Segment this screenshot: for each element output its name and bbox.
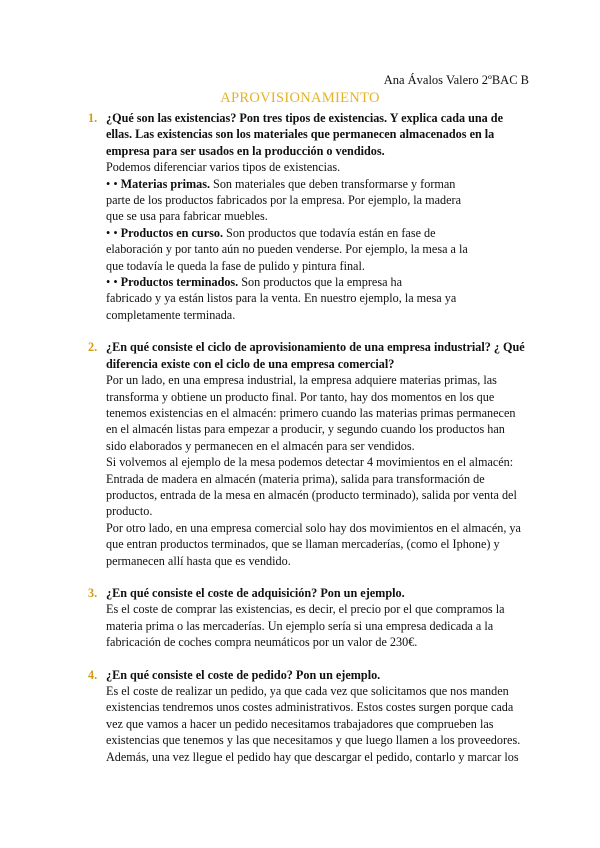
bullet-text: Son productos que todavía están en fase de — [223, 225, 436, 240]
bullet-line: fabricado y ya están listos para la venta. En nuestro ejemplo, la mesa ya — [106, 291, 457, 306]
answer-line: en el almacén listas para empezar a producir, y segundo cuando los productos han — [106, 422, 505, 437]
bullet-term: Productos en curso. — [120, 225, 223, 240]
question-number: 3. — [88, 585, 98, 600]
answer-body — [106, 601, 530, 650]
question-title-line: empresa para ser usados en la producción o vendidos. — [106, 143, 385, 158]
bullet-term: Materias primas. — [120, 176, 210, 191]
question-4 — [80, 667, 530, 765]
answer-line: fabricación de coches compra neumáticos por un valor de 230€. — [106, 635, 418, 650]
question-title — [106, 339, 530, 372]
bullet-marker: • • — [106, 176, 121, 191]
answer-line: existencias tendremos unos costes administrativos. Estos costes surgen porque cada — [106, 700, 514, 715]
question-title-line: diferencia existe con el ciclo de una empresa comercial? — [106, 356, 395, 371]
question-title-line: ¿En qué consiste el coste de adquisición? Pon un ejemplo. — [106, 585, 405, 600]
bullet-first-line — [106, 225, 530, 241]
document-content — [80, 110, 530, 765]
question-3 — [80, 585, 530, 651]
question-title — [106, 667, 530, 683]
question-number: 1. — [88, 111, 98, 125]
bullet-line: que todavía le queda la fase de pulido y pintura final. — [106, 258, 365, 273]
answer-body — [106, 683, 530, 765]
question-1 — [80, 110, 530, 323]
question-title — [106, 110, 530, 159]
bullet-item — [106, 225, 530, 274]
bullet-text: Son materiales que deben transformarse y forman — [210, 176, 456, 191]
answer-body — [106, 372, 530, 569]
answer-line: que entran productos terminados, que se llaman mercaderías, (como el Iphone) y — [106, 537, 500, 552]
bullet-line: elaboración y por tanto aún no pueden venderse. Por ejemplo, la mesa a la — [106, 242, 468, 257]
question-number: 4. — [88, 667, 98, 682]
question-title-line: ¿Qué son las existencias? Pon tres tipos de existencias. Y explica cada una de — [106, 111, 503, 125]
question-title — [106, 585, 530, 601]
bullet-line: que se usa para fabricar muebles. — [106, 209, 268, 224]
answer-line: transforma y obtiene un producto final. Por tanto, hay dos momentos en los que — [106, 389, 495, 404]
answer-intro: Podemos diferenciar varios tipos de existencias. — [106, 160, 341, 175]
answer-line: Si volvemos al ejemplo de la mesa podemos detectar 4 movimientos en el almacén: — [106, 455, 514, 470]
answer-line: productos, entrada de la mesa en almacén (producto terminado), salida por venta del — [106, 487, 517, 502]
question-title-line: ellas. Las existencias son los materiales que permanecen almacenados en la — [106, 127, 495, 142]
answer-line: Entrada de madera en almacén (materia prima), salida para transformación de — [106, 471, 485, 486]
bullet-item — [106, 176, 530, 225]
bullet-item — [106, 274, 530, 323]
bullet-marker: • • — [106, 225, 121, 240]
answer-line: Por otro lado, en una empresa comercial solo hay dos movimientos en el almacén, ya — [106, 520, 521, 535]
answer-line: producto. — [106, 504, 153, 519]
answer-line: sido elaborados y permanecen en el almacén para ser vendidos. — [106, 438, 415, 453]
answer-line: materia prima o las mercaderías. Un ejemplo sería si una empresa dedicada a la — [106, 618, 494, 633]
answer-line: tenemos existencias en el almacén: primero cuando las materias primas permanecen — [106, 405, 516, 420]
bullet-term: Productos terminados. — [120, 275, 239, 290]
bullet-first-line — [106, 176, 530, 192]
bullet-text: Son productos que la empresa ha — [238, 275, 403, 290]
author-line: Ana Ávalos Valero 2ºBAC B — [383, 73, 529, 87]
answer-line: Además, una vez llegue el pedido hay que descargar el pedido, contarlo y marcar los — [106, 749, 519, 764]
bullet-marker: • • — [106, 275, 121, 290]
document-title: APROVISIONAMIENTO — [220, 90, 380, 106]
answer-line: vez que vamos a hacer un pedido necesitamos trabajadores que comprueben las — [106, 716, 494, 731]
answer-line: permanecen allí hasta que es vendido. — [106, 553, 291, 568]
bullet-first-line — [106, 274, 530, 290]
answer-line: Por un lado, en una empresa industrial, la empresa adquiere materias primas, las — [106, 373, 497, 388]
question-title-line: ¿En qué consiste el ciclo de aprovisionamiento de una empresa industrial? ¿ Qué — [106, 340, 525, 355]
question-number: 2. — [88, 340, 98, 355]
answer-line: Es el coste de realizar un pedido, ya que cada vez que solicitamos que nos manden — [106, 684, 509, 698]
answer-line: Es el coste de comprar las existencias, es decir, el precio por el que compramos la — [106, 602, 505, 617]
question-2 — [80, 339, 530, 569]
question-title-line: ¿En qué consiste el coste de pedido? Pon un ejemplo. — [106, 667, 381, 682]
bullet-line: completamente terminada. — [106, 307, 236, 322]
bullet-line: parte de los productos fabricados por la empresa. Por ejemplo, la madera — [106, 193, 462, 208]
answer-line: existencias que tenemos y las que necesitamos y que luego llamen a los proveedores. — [106, 733, 521, 748]
